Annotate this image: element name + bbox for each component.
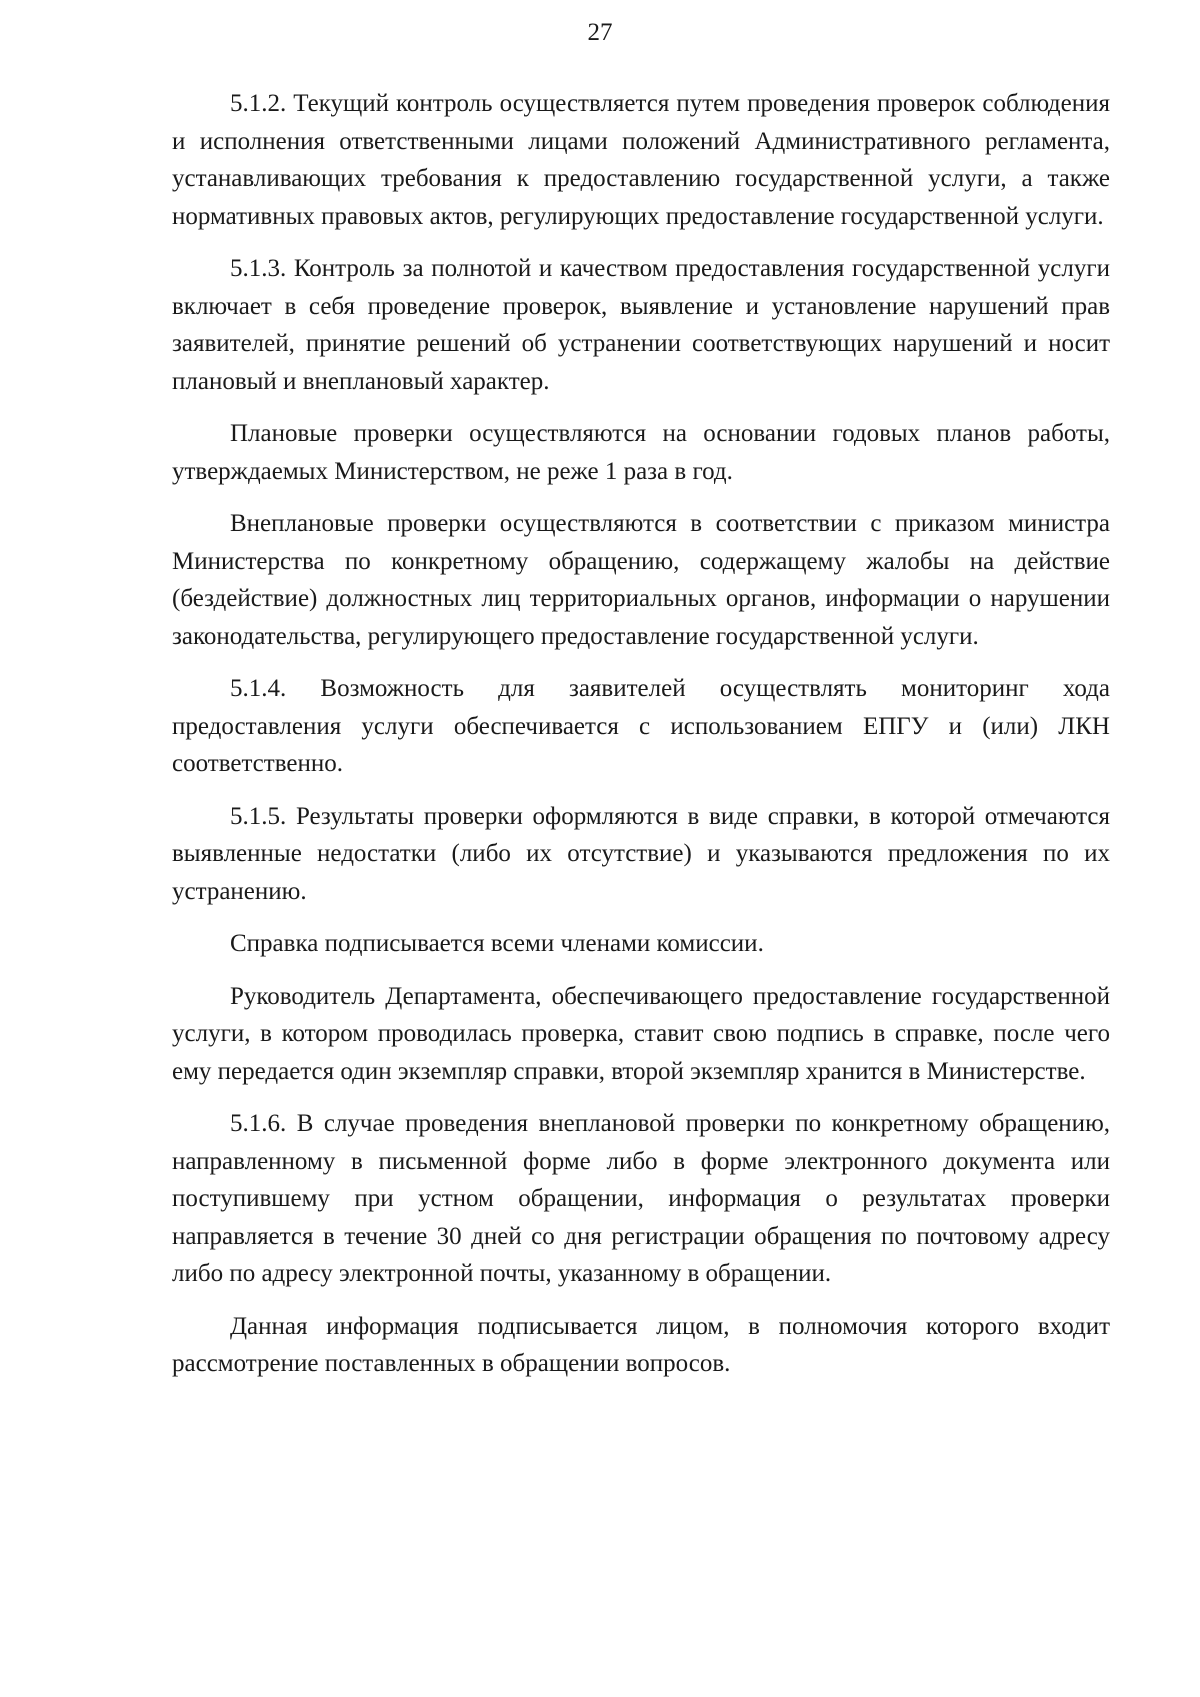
paragraph-5-1-6: 5.1.6. В случае проведения внеплановой проверки по конкретному обращению, направленному в письменной форме либо в форме электронного документа или поступившему при устном обращении, информация о результатах проверки направляется в течение 30 дней со дня регистрации обращения по почтовому адресу либо по адресу электронной почты, указанному в обращении. (172, 1110, 1110, 1287)
paragraph-information-signed: Данная информация подписывается лицом, в полномочия которого входит рассмотрение поставленных в обращении вопросов. (172, 1312, 1110, 1377)
paragraph-unplanned-inspections: Внеплановые проверки осуществляются в соответствии с приказом министра Министерства по конкретному обращению, содержащему жалобы на действие (бездействие) должностных лиц территориальных органов, информации о нарушении законодательства, регулирующего предоставление государственной услуги. (172, 510, 1110, 650)
paragraph-planned-inspections: Плановые проверки осуществляются на основании годовых планов работы, утверждаемых Министерством, не реже 1 раза в год. (172, 420, 1110, 485)
paragraph-5-1-2: 5.1.2. Текущий контроль осуществляется путем проведения проверок соблюдения и исполнения ответственными лицами положений Административного регламента, устанавливающих требования к предоставлению государственной услуги, а также нормативных правовых актов, регулирующих предоставление государственной услуги. (172, 90, 1110, 230)
document-body (172, 85, 1110, 1398)
paragraph-5-1-5: 5.1.5. Результаты проверки оформляются в виде справки, в которой отмечаются выявленные недостатки (либо их отсутствие) и указываются предложения по их устранению. (172, 802, 1110, 905)
paragraph-5-1-4: 5.1.4. Возможность для заявителей осуществлять мониторинг хода предоставления услуги обеспечивается с использованием ЕПГУ и (или) ЛКН соответственно. (172, 675, 1110, 777)
page-number: 27 (587, 19, 613, 46)
paragraph-5-1-3: 5.1.3. Контроль за полнотой и качеством предоставления государственной услуги включает в себя проведение проверок, выявление и установление нарушений прав заявителей, принятие решений об устранении соответствующих нарушений и носит плановый и внеплановый характер. (172, 255, 1110, 395)
paragraph-department-head: Руководитель Департамента, обеспечивающего предоставление государственной услуги, в котором проводилась проверка, ставит свою подпись в справке, после чего ему передается один экземпляр справки, второй экземпляр хранится в Министерстве. (172, 982, 1110, 1085)
paragraph-certificate-signed: Справка подписывается всеми членами комиссии. (230, 930, 764, 957)
